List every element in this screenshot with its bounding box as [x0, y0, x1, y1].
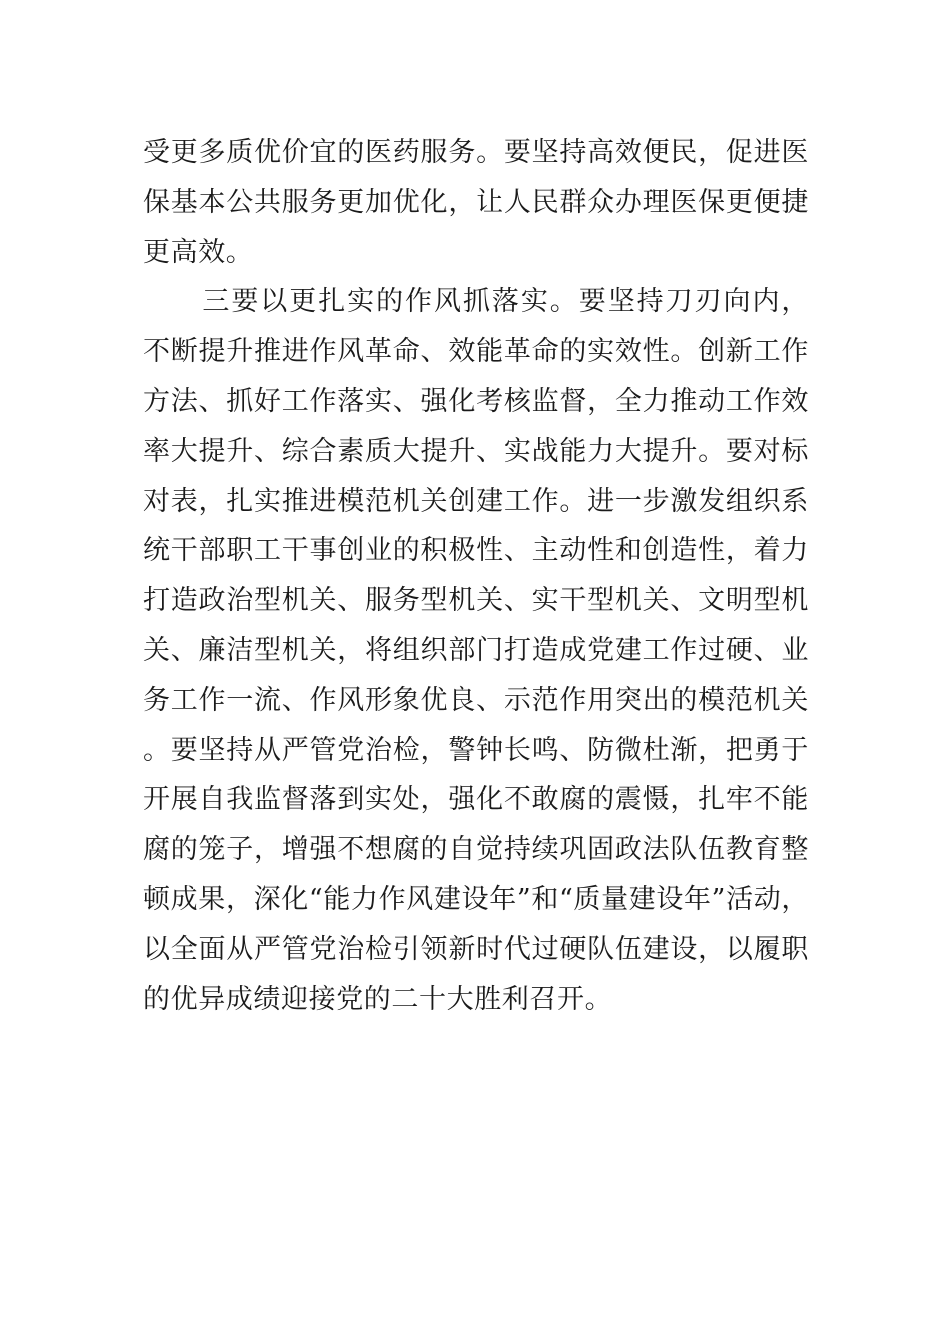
body-text — [143, 128, 809, 1024]
paragraph-continuation: 受更多质优价宜的医药服务。要坚持高效便民，促进医保基本公共服务更加优化，让人民群众办理医保更便捷更高效。 — [143, 137, 809, 268]
paragraph-section-three: 三要以更扎实的作风抓落实。要坚持刀刃向内，不断提升推进作风革命、效能革命的实效性。创新工作方法、抓好工作落实、强化考核监督，全力推动工作效率大提升、综合素质大提升、实战能力大提升。要对标对表，扎实推进模范机关创建工作。进一步激发组织系统干部职工干事创业的积极性、主动性和创造性，着力打造政治型机关、服务型机关、实干型机关、文明型机关、廉洁型机关，将组织部门打造成党建工作过硬、业务工作一流、作风形象优良、示范作用突出的模范机关。要坚持从严管党治检，警钟长鸣、防微杜渐，把勇于开展自我监督落到实处，强化不敢腐的震慑，扎牢不能腐的笼子，增强不想腐的自觉持续巩固政法队伍教育整顿成果，深化“能力作风建设年”和“质量建设年”活动，以全面从严管党治检引领新时代过硬队伍建设，以履职的优异成绩迎接党的二十大胜利召开。 — [143, 286, 809, 1015]
